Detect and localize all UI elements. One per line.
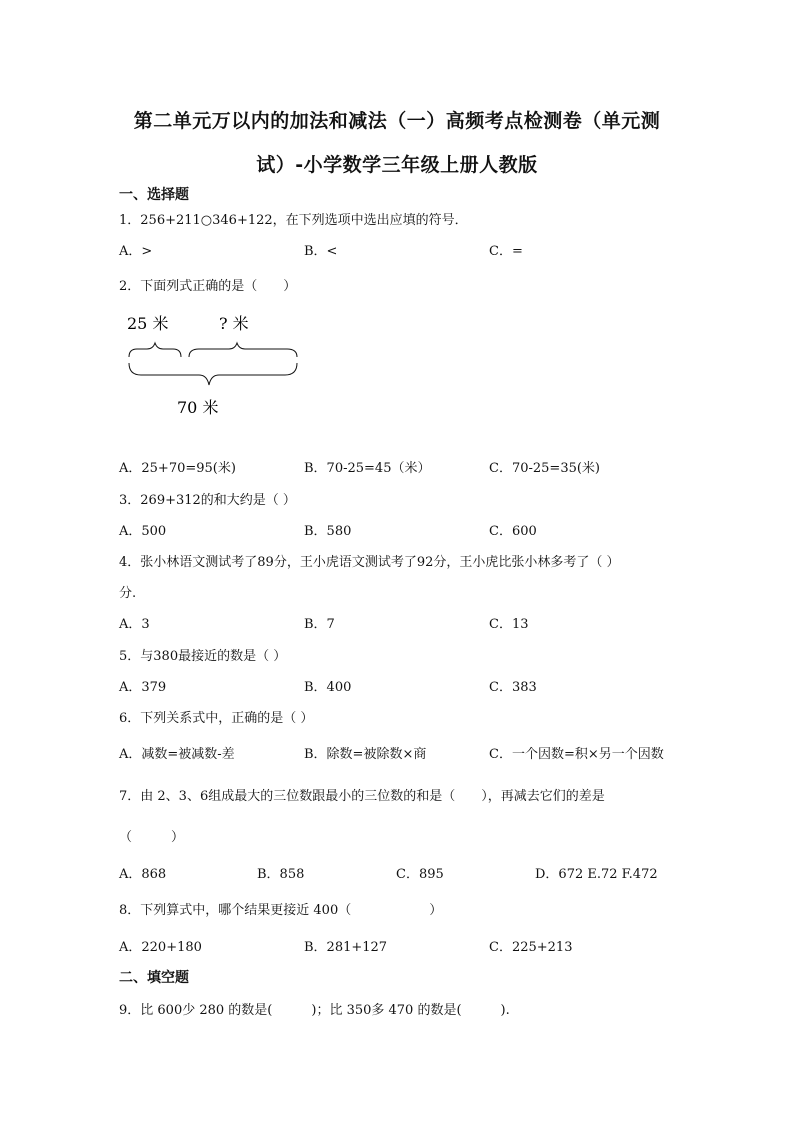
question-8-option-b: B．281+127	[304, 940, 388, 955]
question-4: 4．张小林语文测试考了89分，王小虎语文测试考了92分，王小虎比张小林多考了（ ）	[119, 555, 620, 570]
question-7-continued: （ ）	[119, 830, 185, 845]
question-3: 3．269+312的和大约是（ ）	[119, 493, 296, 508]
question-4-option-a: A．3	[119, 617, 150, 632]
question-5: 5．与380最接近的数是（ ）	[119, 649, 287, 664]
question-7-option-b: B．858	[257, 867, 305, 882]
title-line-2: 试）-小学数学三年级上册人教版	[256, 154, 538, 176]
brace-right	[189, 343, 297, 357]
question-1: 1．256+211○346+122，在下列选项中选出应填的符号．	[119, 213, 468, 228]
question-5-option-a: A．379	[119, 680, 167, 695]
question-1-option-a: A．>	[119, 244, 153, 259]
question-2: 2．下面列式正确的是（ ）	[119, 279, 297, 294]
title-line-1: 第二单元万以内的加法和减法（一）高频考点检测卷（单元测	[133, 110, 661, 132]
diagram-left-label: 25 米	[127, 314, 169, 333]
question-8-option-c: C．225+213	[489, 940, 573, 955]
question-4-option-c: C．13	[489, 617, 529, 632]
question-6-option-b: B．除数=被除数×商	[304, 747, 427, 762]
question-9: 9．比 600少 280 的数是( )；比 350多 470 的数是( ).	[119, 1003, 510, 1018]
question-2-option-b: B．70-25=45（米）	[304, 461, 431, 476]
question-5-option-c: C．383	[489, 680, 537, 695]
question-2-option-c: C．70-25=35(米)	[489, 461, 601, 476]
question-7-option-a: A．868	[119, 867, 167, 882]
question-3-option-c: C．600	[489, 524, 537, 539]
question-6-option-a: A．减数=被减数-差	[119, 747, 235, 762]
question-5-option-b: B．400	[304, 680, 352, 695]
question-8: 8．下列算式中，哪个结果更接近 400（ ）	[119, 903, 443, 918]
question-6: 6．下列关系式中，正确的是（ ）	[119, 711, 314, 726]
question-1-option-c: C．=	[489, 244, 523, 259]
diagram-total-label: 70 米	[177, 398, 219, 417]
question-4-option-b: B．7	[304, 617, 335, 632]
question-7-option-c: C．895	[396, 867, 444, 882]
question-7: 7．由 2、3、6组成最大的三位数跟最小的三位数的和是（ ），再减去它们的差是	[119, 789, 605, 804]
question-3-option-a: A．500	[119, 524, 167, 539]
diagram-right-label: ? 米	[219, 314, 249, 333]
question-2-option-a: A．25+70=95(米)	[119, 461, 236, 476]
question-6-option-c: C．一个因数=积×另一个因数	[489, 747, 664, 762]
segment-diagram	[119, 305, 319, 425]
brace-left	[129, 343, 181, 357]
question-8-option-a: A．220+180	[119, 940, 202, 955]
section-choice-heading: 一、选择题	[119, 187, 189, 203]
question-1-option-b: B．<	[304, 244, 338, 259]
brace-total	[129, 363, 297, 385]
section-fill-heading: 二、填空题	[119, 970, 189, 986]
question-3-option-b: B．580	[304, 524, 352, 539]
question-7-option-d: D．672 E.72 F.472	[535, 867, 658, 882]
question-4-continued: 分.	[119, 586, 137, 601]
